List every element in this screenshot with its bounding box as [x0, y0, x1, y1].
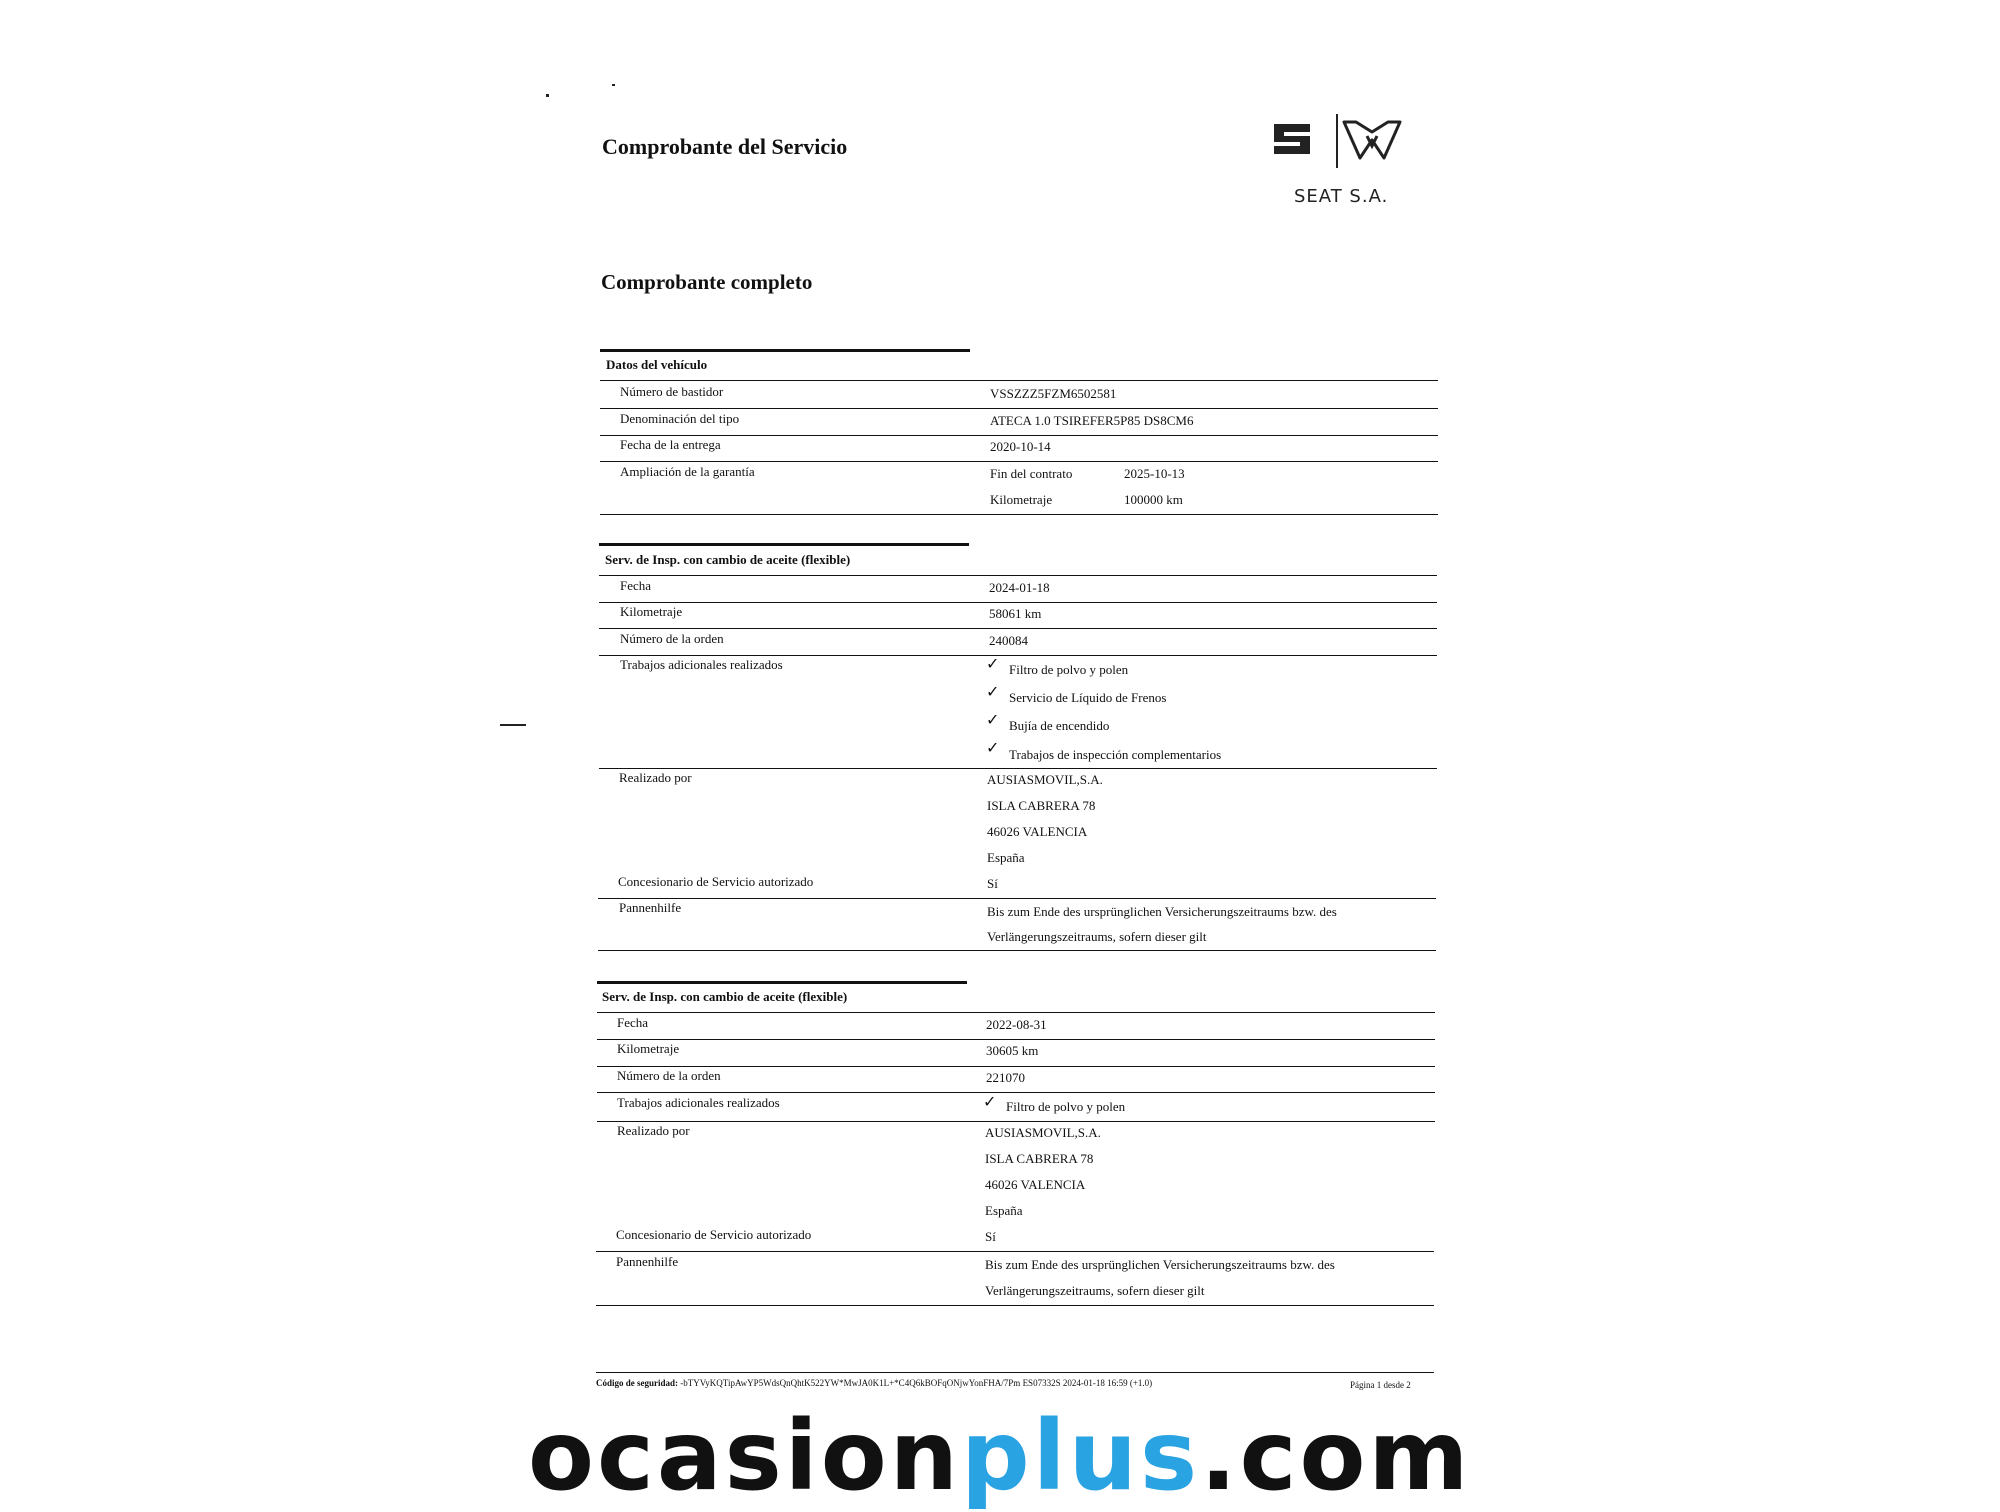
- service2-performed-label: Realizado por: [617, 1123, 690, 1138]
- section-top-rule: [597, 981, 967, 984]
- service1-date-value: 2024-01-18: [989, 580, 1050, 595]
- row-rule: [596, 1251, 1434, 1252]
- page-title: Comprobante del Servicio: [602, 134, 848, 159]
- check-icon: ✓: [983, 1092, 997, 1111]
- service2-performed-line: ISLA CABRERA 78: [985, 1151, 1094, 1166]
- logo-text: SEAT S.A.: [1294, 186, 1389, 207]
- service2-performed-line: España: [985, 1203, 1023, 1218]
- service1-order-label: Número de la orden: [620, 631, 724, 646]
- service1-date-label: Fecha: [620, 578, 652, 593]
- section-top-rule: [599, 543, 969, 546]
- service2-order-label: Número de la orden: [617, 1068, 721, 1083]
- service1-extra-item: Filtro de polvo y polen: [1009, 662, 1129, 677]
- warranty-label: Ampliación de la garantía: [620, 464, 755, 479]
- row-rule: [599, 575, 1437, 576]
- service2-km-value: 30605 km: [986, 1043, 1039, 1058]
- row-rule: [596, 1305, 1434, 1306]
- type-label: Denominación del tipo: [620, 411, 740, 426]
- service2-order-value: 221070: [986, 1070, 1025, 1085]
- scan-mark: [500, 724, 526, 726]
- scan-speck: [612, 84, 615, 86]
- vin-value: VSSZZZ5FZM6502581: [990, 386, 1117, 401]
- security-code: -bTYVyKQTipAwYP5WdsQnQhtK522YW*MwJA0K1L+*C4Q6kBOFqONjwYonFHA/7Pm: [680, 1378, 1021, 1388]
- section-top-rule: [600, 349, 970, 352]
- document-subtitle: Comprobante completo: [601, 270, 813, 294]
- row-rule: [600, 380, 1438, 381]
- service2-dealer-value: Sí: [985, 1229, 996, 1244]
- row-rule: [597, 1066, 1435, 1067]
- security-code-line: [596, 1378, 1152, 1388]
- row-rule: [600, 461, 1438, 462]
- service1-performed-line: España: [987, 850, 1025, 865]
- row-rule: [597, 1039, 1435, 1040]
- warranty-km-label: Kilometraje: [990, 492, 1053, 507]
- service2-assist-line: Verlängerungszeitraums, sofern dieser gilt: [985, 1283, 1205, 1298]
- service2-performed-line: AUSIASMOVIL,S.A.: [985, 1125, 1101, 1140]
- service1-dealer-label: Concesionario de Servicio autorizado: [618, 874, 814, 889]
- vin-label: Número de bastidor: [620, 384, 724, 399]
- service1-performed-line: ISLA CABRERA 78: [987, 798, 1096, 813]
- service1-extra-item: Bujía de encendido: [1009, 718, 1110, 733]
- service2-extra-label: Trabajos adicionales realizados: [617, 1095, 780, 1110]
- warranty-km-value: 100000 km: [1124, 492, 1183, 507]
- service2-dealer-label: Concesionario de Servicio autorizado: [616, 1227, 812, 1242]
- delivery-value: 2020-10-14: [990, 439, 1051, 454]
- scan-speck: [546, 94, 549, 97]
- service1-order-value: 240084: [989, 633, 1028, 648]
- page-number: Página 1 desde 2: [1350, 1380, 1411, 1390]
- row-rule: [599, 768, 1437, 769]
- row-rule: [599, 655, 1437, 656]
- row-rule: [597, 1012, 1435, 1013]
- row-rule: [599, 628, 1437, 629]
- service2-performed-line: 46026 VALENCIA: [985, 1177, 1086, 1192]
- row-rule: [599, 602, 1437, 603]
- service1-dealer-value: Sí: [987, 876, 998, 891]
- brand-part-ocasion: ocasion: [528, 1400, 961, 1512]
- row-rule: [600, 514, 1438, 515]
- service2-date-value: 2022-08-31: [986, 1017, 1047, 1032]
- contract-end-value: 2025-10-13: [1124, 466, 1185, 481]
- contract-end-label: Fin del contrato: [990, 466, 1073, 481]
- service1-km-value: 58061 km: [989, 606, 1042, 621]
- row-rule: [598, 898, 1436, 899]
- service1-extra-label: Trabajos adicionales realizados: [620, 657, 783, 672]
- service2-km-label: Kilometraje: [617, 1041, 680, 1056]
- service1-performed-line: 46026 VALENCIA: [987, 824, 1088, 839]
- check-icon: ✓: [986, 682, 1000, 701]
- service1-assist-line: Verlängerungszeitraums, sofern dieser gilt: [987, 929, 1207, 944]
- service2-date-label: Fecha: [617, 1015, 649, 1030]
- type-value: ATECA 1.0 TSIREFER5P85 DS8CM6: [990, 413, 1194, 428]
- footer-rule: [596, 1372, 1434, 1373]
- service1-km-label: Kilometraje: [620, 604, 683, 619]
- row-rule: [598, 950, 1436, 951]
- service1-assist-line: Bis zum Ende des ursprünglichen Versicherungszeitraums bzw. des: [987, 904, 1337, 919]
- security-timestamp: 2024-01-18 16:59 (+1.0): [1062, 1378, 1153, 1388]
- section-title-service-2: Serv. de Insp. con cambio de aceite (flexible): [602, 989, 848, 1004]
- row-rule: [600, 408, 1438, 409]
- service1-assist-label: Pannenhilfe: [619, 900, 682, 915]
- security-ref: ES07332S: [1022, 1378, 1061, 1388]
- service1-extra-item: Trabajos de inspección complementarios: [1009, 747, 1222, 762]
- service1-performed-label: Realizado por: [619, 770, 692, 785]
- section-title-service-1: Serv. de Insp. con cambio de aceite (flexible): [605, 552, 851, 567]
- brand-part-plus: plus: [960, 1400, 1201, 1512]
- row-rule: [600, 435, 1438, 436]
- brand-part-com: .com: [1200, 1400, 1472, 1512]
- service2-extra-item: Filtro de polvo y polen: [1006, 1099, 1126, 1114]
- security-label: Código de seguridad:: [596, 1378, 679, 1388]
- check-icon: ✓: [986, 710, 1000, 729]
- check-icon: ✓: [986, 654, 1000, 673]
- service1-extra-item: Servicio de Líquido de Frenos: [1009, 690, 1167, 705]
- delivery-label: Fecha de la entrega: [620, 437, 721, 452]
- service2-assist-label: Pannenhilfe: [616, 1254, 679, 1269]
- section-title-vehicle: Datos del vehículo: [606, 357, 708, 372]
- service2-assist-line: Bis zum Ende des ursprünglichen Versicherungszeitraums bzw. des: [985, 1257, 1335, 1272]
- check-icon: ✓: [986, 738, 1000, 757]
- ocasionplus-brand: [528, 1400, 1472, 1512]
- row-rule: [597, 1121, 1435, 1122]
- row-rule: [597, 1092, 1435, 1093]
- service1-performed-line: AUSIASMOVIL,S.A.: [987, 772, 1103, 787]
